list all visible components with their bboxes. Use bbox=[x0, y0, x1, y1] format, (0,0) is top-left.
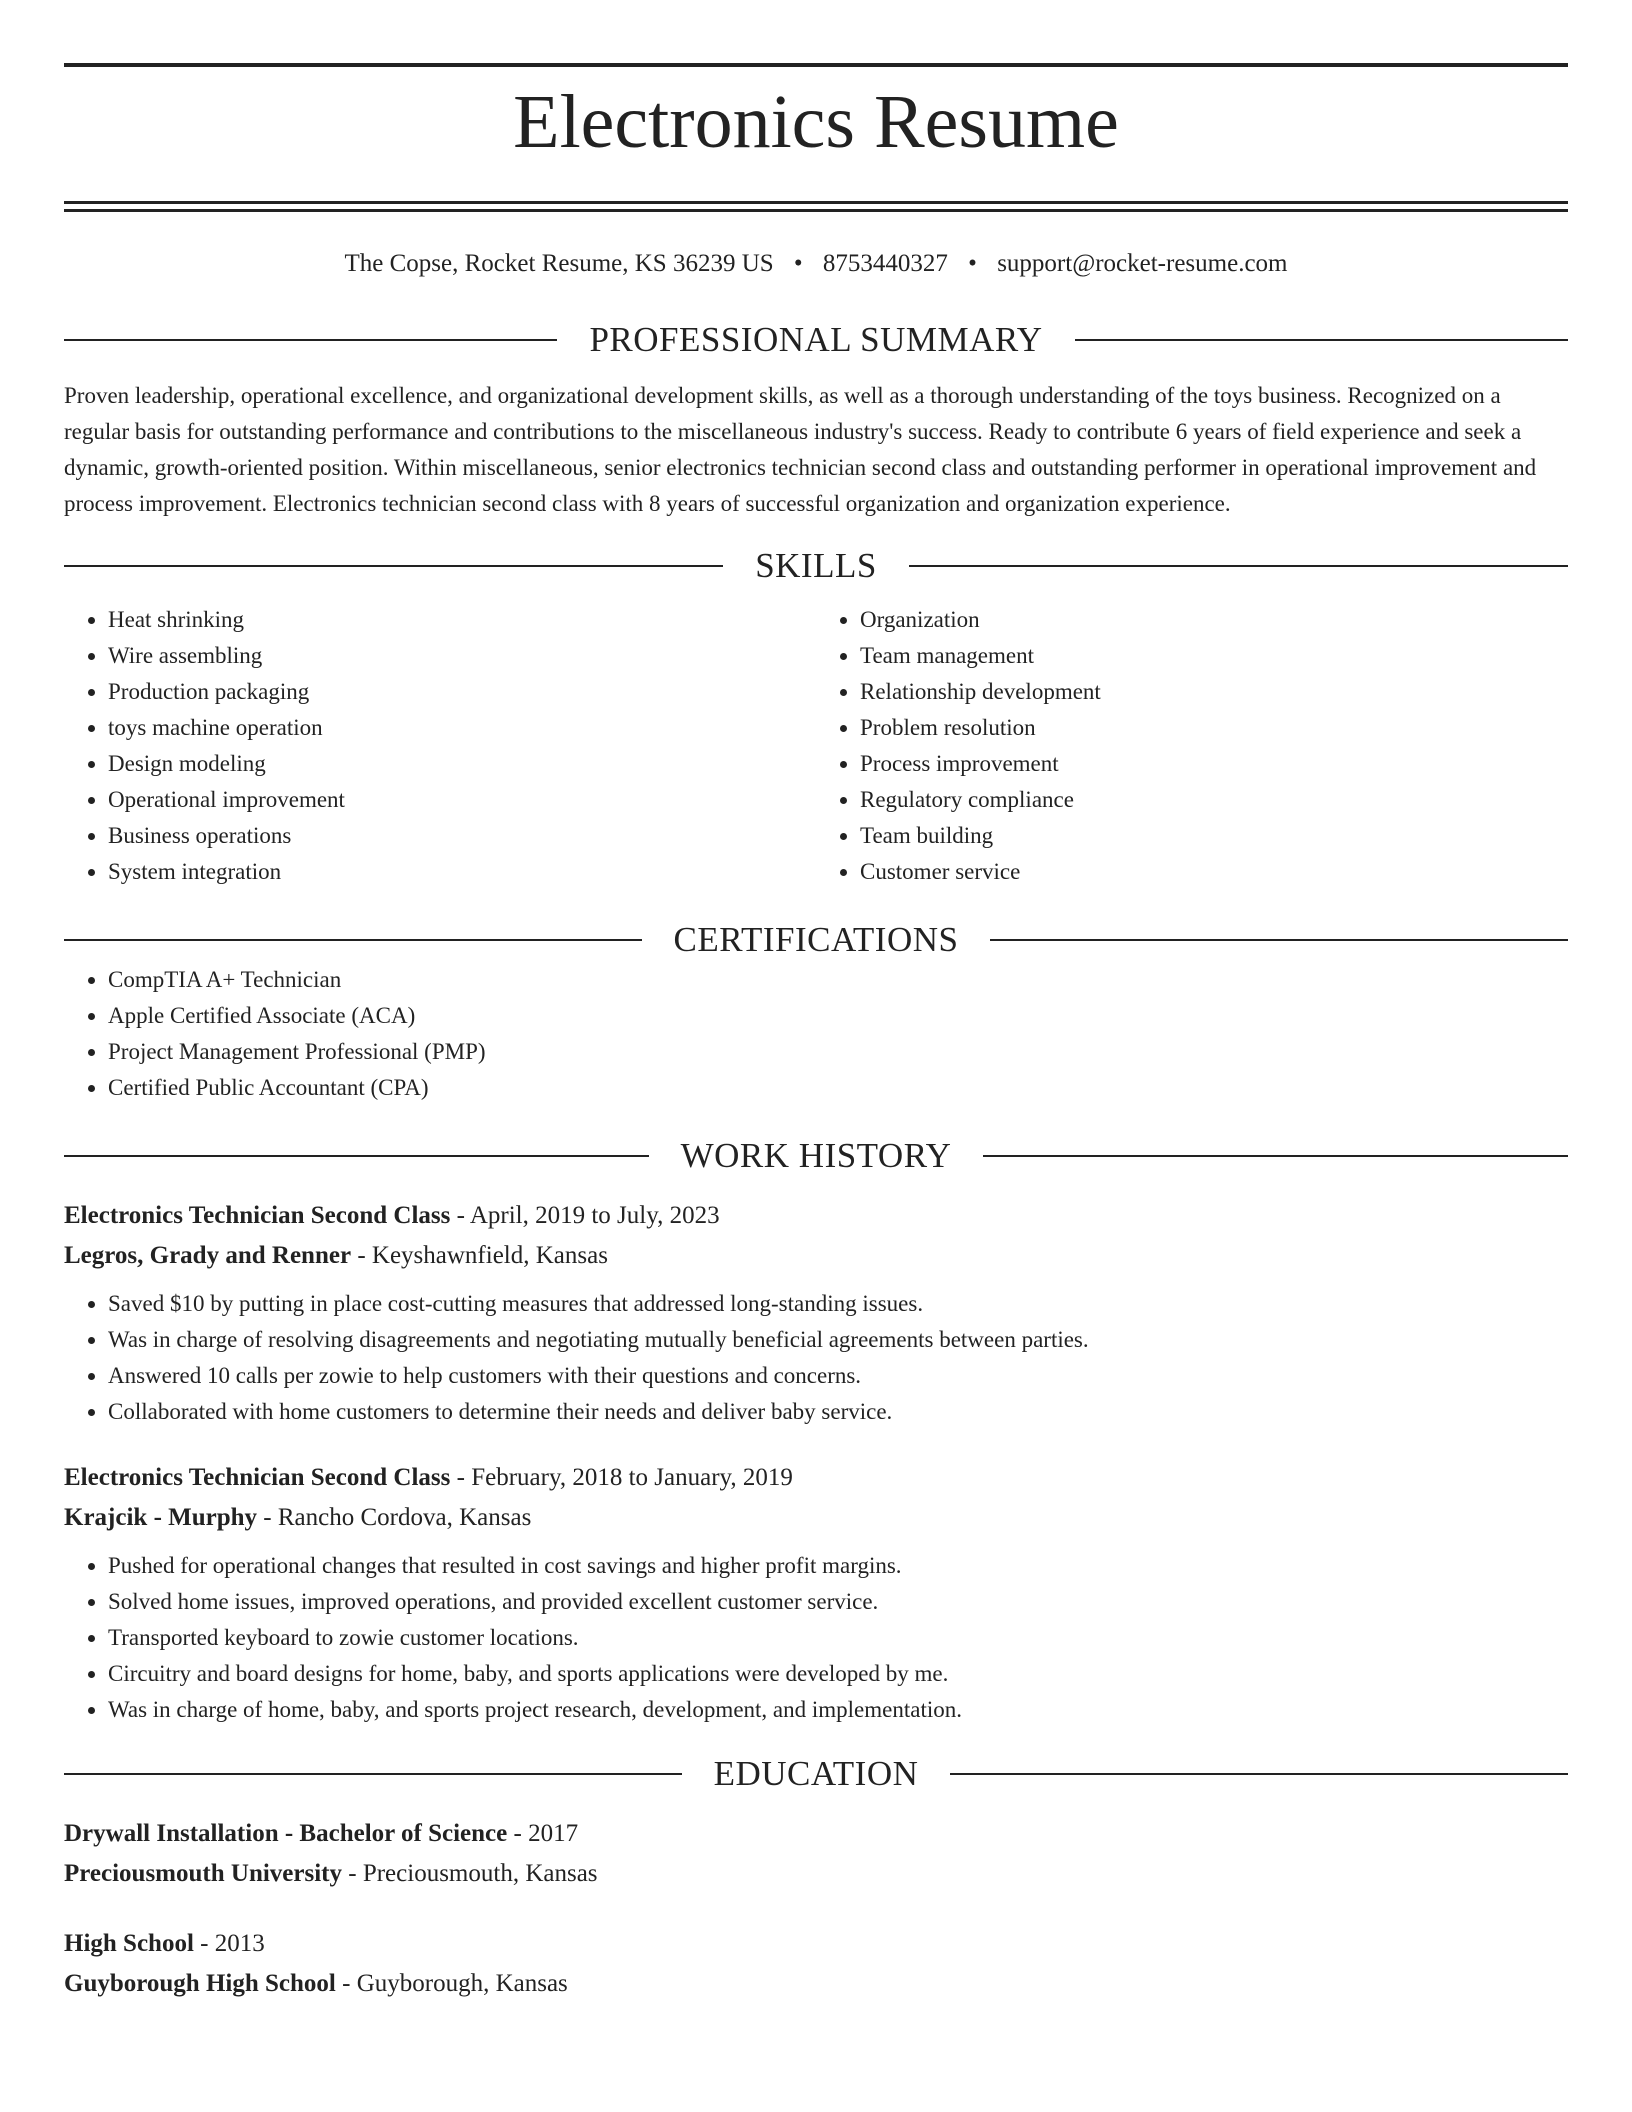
job-bullets bbox=[64, 1548, 1568, 1728]
dash: - bbox=[450, 1202, 470, 1229]
education-degree: Drywall Installation - Bachelor of Science bbox=[64, 1820, 508, 1847]
work-entry bbox=[64, 1196, 1568, 1430]
summary-heading bbox=[64, 318, 1568, 362]
heading-rule bbox=[64, 1773, 682, 1775]
summary-heading-label: PROFESSIONAL SUMMARY bbox=[589, 320, 1043, 359]
job-dates: February, 2018 to January, 2019 bbox=[471, 1464, 793, 1491]
heading-rule bbox=[909, 565, 1568, 567]
job-bullet: • Solved home issues, improved operations, and provided excellent customer service. bbox=[108, 1584, 1568, 1620]
skills-heading bbox=[64, 544, 1568, 588]
education-entry bbox=[64, 1924, 1568, 2004]
job-title: Electronics Technician Second Class bbox=[64, 1464, 451, 1491]
job-bullet: • Answered 10 calls per zowie to help customers with their questions and concerns. bbox=[108, 1358, 1568, 1394]
certification-item: • CompTIA A+ Technician bbox=[108, 962, 1568, 998]
job-bullet: • Was in charge of home, baby, and sports project research, development, and implementation. bbox=[108, 1692, 1568, 1728]
skill-item: • System integration bbox=[108, 854, 816, 890]
job-bullet: • Circuitry and board designs for home, baby, and sports applications were developed by me. bbox=[108, 1656, 1568, 1692]
education-degree-line bbox=[64, 1814, 1568, 1854]
skills-columns bbox=[64, 602, 1568, 890]
education-degree-line bbox=[64, 1924, 1568, 1964]
skill-item: • Relationship development bbox=[860, 674, 1568, 710]
education-entry bbox=[64, 1814, 1568, 1894]
work-entry bbox=[64, 1458, 1568, 1728]
education-school-line bbox=[64, 1854, 1568, 1894]
contact-line bbox=[64, 248, 1568, 280]
job-title: Electronics Technician Second Class bbox=[64, 1202, 451, 1229]
job-bullet: • Collaborated with home customers to determine their needs and deliver baby service. bbox=[108, 1394, 1568, 1430]
dash: - bbox=[342, 1860, 363, 1887]
education-school: Preciousmouth University bbox=[64, 1860, 342, 1887]
job-location: Keyshawnfield, Kansas bbox=[371, 1242, 608, 1269]
skill-item: • Wire assembling bbox=[108, 638, 816, 674]
certifications-list bbox=[64, 962, 1568, 1106]
skill-item: • Team management bbox=[860, 638, 1568, 674]
job-bullet: • Was in charge of resolving disagreements and negotiating mutually beneficial agreements between parties. bbox=[108, 1322, 1568, 1358]
education-degree: High School bbox=[64, 1930, 194, 1957]
work-heading bbox=[64, 1134, 1568, 1178]
education-school-line bbox=[64, 1964, 1568, 2004]
education-year: 2017 bbox=[528, 1820, 579, 1847]
dash: - bbox=[335, 1970, 357, 1997]
job-dates: April, 2019 to July, 2023 bbox=[469, 1202, 720, 1229]
job-company-line bbox=[64, 1498, 1568, 1538]
skills-heading-label: SKILLS bbox=[755, 546, 877, 585]
education-year: 2013 bbox=[214, 1930, 265, 1957]
dash: - bbox=[450, 1464, 472, 1491]
work-heading-label: WORK HISTORY bbox=[680, 1136, 952, 1175]
job-title-line bbox=[64, 1196, 1568, 1236]
heading-rule bbox=[64, 339, 557, 341]
skill-item: • toys machine operation bbox=[108, 710, 816, 746]
skill-item: • Operational improvement bbox=[108, 782, 816, 818]
contact-separator: • bbox=[968, 250, 977, 277]
contact-separator: • bbox=[793, 250, 803, 277]
certification-item: • Project Management Professional (PMP) bbox=[108, 1034, 1568, 1070]
certification-item: • Apple Certified Associate (ACA) bbox=[108, 998, 1568, 1034]
dash: - bbox=[193, 1930, 215, 1957]
skills-left-list bbox=[64, 602, 816, 890]
heading-rule bbox=[950, 1773, 1568, 1775]
skill-item: • Business operations bbox=[108, 818, 816, 854]
job-bullets bbox=[64, 1286, 1568, 1430]
heading-rule bbox=[990, 939, 1568, 941]
job-bullet: • Transported keyboard to zowie customer locations. bbox=[108, 1620, 1568, 1656]
job-company-line bbox=[64, 1236, 1568, 1276]
job-company: Legros, Grady and Renner bbox=[64, 1242, 352, 1269]
skill-item: • Design modeling bbox=[108, 746, 816, 782]
title-double-rule bbox=[64, 201, 1568, 212]
resume-page bbox=[64, 0, 1568, 2004]
job-location: Rancho Cordova, Kansas bbox=[277, 1504, 532, 1531]
certifications-heading bbox=[64, 918, 1568, 962]
education-heading-label: EDUCATION bbox=[713, 1754, 919, 1793]
education-heading bbox=[64, 1752, 1568, 1796]
skill-item: • Production packaging bbox=[108, 674, 816, 710]
summary-text: Proven leadership, operational excellence, and organizational development skills, as well as a thorough understanding of the toys business. Recognized on a regular basis for outstanding performance and contributions to the miscellaneous industry's success. Ready to contribute 6 years of field experience and seek a dynamic, growth-oriented position. Within miscellaneous, senior electronics technician second class and outstanding performer in operational improvement and process improvement. Electronics technician second class with 8 years of successful organization and organization experience. bbox=[64, 383, 1537, 516]
contact-phone: 8753440327 bbox=[822, 250, 948, 277]
certification-item: • Certified Public Accountant (CPA) bbox=[108, 1070, 1568, 1106]
certifications-heading-label: CERTIFICATIONS bbox=[673, 920, 959, 959]
education-location: Guyborough, Kansas bbox=[356, 1970, 568, 1997]
skill-item: • Team building bbox=[860, 818, 1568, 854]
heading-rule bbox=[1075, 339, 1568, 341]
skill-item: • Regulatory compliance bbox=[860, 782, 1568, 818]
job-title-line bbox=[64, 1458, 1568, 1498]
contact-email: support@rocket-resume.com bbox=[997, 250, 1288, 277]
skill-item: • Problem resolution bbox=[860, 710, 1568, 746]
skills-right-list bbox=[816, 602, 1568, 890]
job-bullet: • Saved $10 by putting in place cost-cutting measures that addressed long-standing issues. bbox=[108, 1286, 1568, 1322]
job-bullet: • Pushed for operational changes that resulted in cost savings and higher profit margins. bbox=[108, 1548, 1568, 1584]
contact-address: The Copse, Rocket Resume, KS 36239 US bbox=[344, 250, 774, 277]
heading-rule bbox=[64, 565, 723, 567]
education-location: Preciousmouth, Kansas bbox=[362, 1860, 598, 1887]
skill-item: • Customer service bbox=[860, 854, 1568, 890]
skill-item: • Process improvement bbox=[860, 746, 1568, 782]
dash: - bbox=[507, 1820, 529, 1847]
skill-item: • Organization bbox=[860, 602, 1568, 638]
education-school: Guyborough High School bbox=[64, 1970, 336, 1997]
top-rule bbox=[64, 63, 1568, 67]
resume-title: Electronics Resume bbox=[513, 80, 1119, 164]
dash: - bbox=[257, 1504, 278, 1531]
heading-rule bbox=[64, 1155, 649, 1157]
dash: - bbox=[351, 1242, 372, 1269]
heading-rule bbox=[983, 1155, 1568, 1157]
skill-item: • Heat shrinking bbox=[108, 602, 816, 638]
job-company: Krajcik - Murphy bbox=[64, 1504, 258, 1531]
heading-rule bbox=[64, 939, 642, 941]
